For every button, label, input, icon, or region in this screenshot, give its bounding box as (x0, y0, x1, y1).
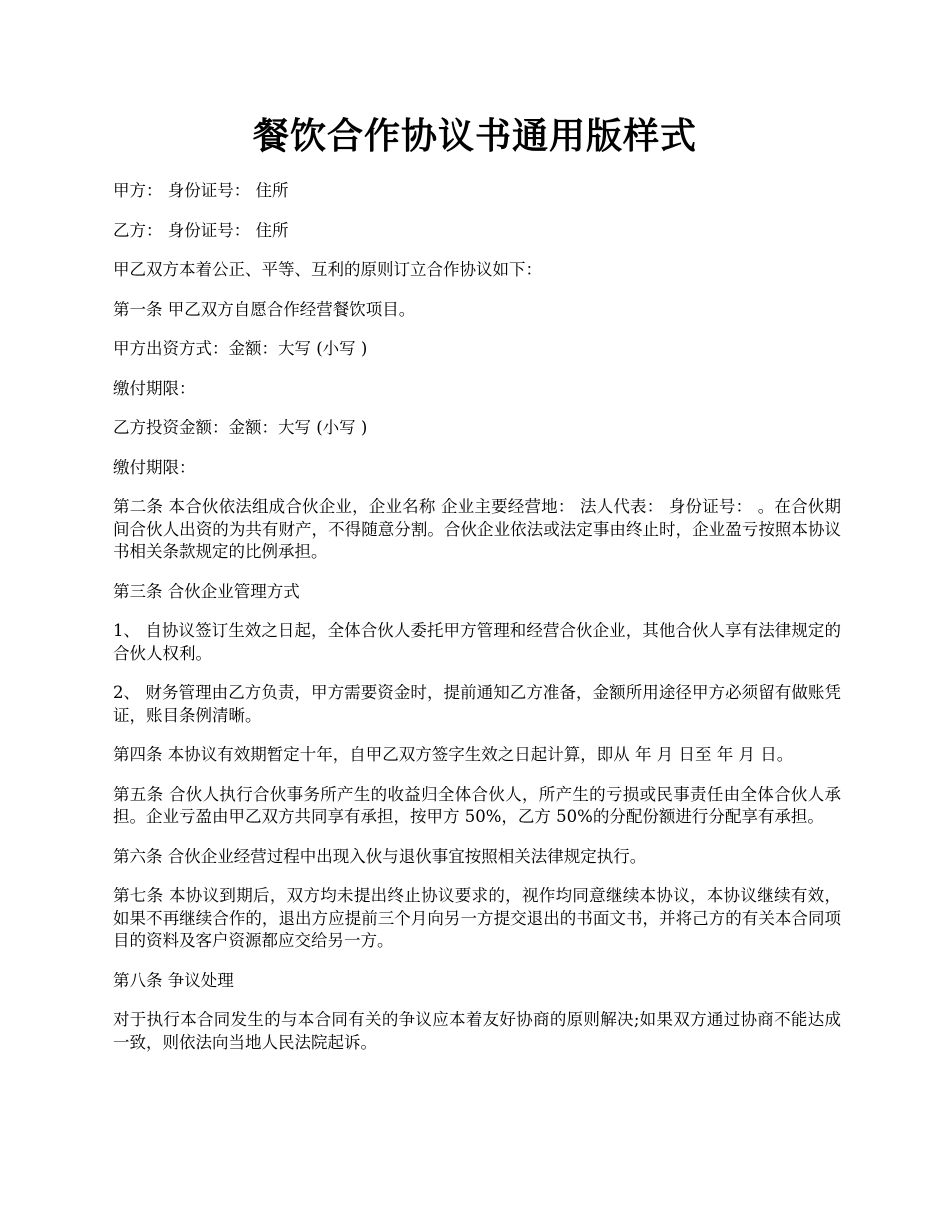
party-b-investment: 乙方投资金额：金额：大写 (小写 ) (113, 418, 368, 437)
party-a-contribution: 甲方出资方式：金额：大写 (小写 ) (113, 339, 368, 358)
article-2: 第二条 本合伙依法组成合伙企业，企业名称 企业主要经营地： 法人代表： 身份证号： 。在合伙期间合伙人出资的为共有财产，不得随意分割。合伙企业依法或法定事由终止时，企业盈亏按照本协议书相关条款规定的比例承担。 (113, 497, 841, 561)
preamble: 甲乙双方本着公正、平等、互利的原则订立合作协议如下： (113, 260, 542, 279)
article-3-heading: 第三条 合伙企业管理方式 (113, 581, 300, 601)
article-6: 第六条 合伙企业经营过程中出现入伙与退伙事宜按照相关法律规定执行。 (113, 846, 647, 866)
document-title: 餐饮合作协议书通用版样式 (252, 115, 697, 157)
party-b-payment-deadline: 缴付期限： (113, 457, 196, 477)
article-8-body: 对于执行本合同发生的与本合同有关的争议应本着友好协商的原则解决;如果双方通过协商不能达成一致，则依法向当地人民法院起诉。 (113, 1010, 841, 1052)
article-3-item-2: 2、 财务管理由乙方负责，甲方需要资金时，提前通知乙方准备，金额所用途径甲方必须留有做账凭证，账目条例清晰。 (113, 683, 841, 725)
article-5: 第五条 合伙人执行合伙事务所产生的收益归全体合伙人，所产生的亏损或民事责任由全体合伙人承担。企业亏盈由甲乙双方共同享有承担，按甲方 50%，乙方 50%的分配份额进行分配享有承担。 (113, 784, 841, 826)
document-body (113, 180, 841, 1071)
article-8-heading: 第八条 争议处理 (113, 970, 234, 990)
party-a-line: 甲方： 身份证号： 住所 (113, 181, 289, 200)
article-7: 第七条 本协议到期后，双方均未提出终止协议要求的，视作均同意继续本协议，本协议继续有效，如果不再继续合作的，退出方应提前三个月向另一方提交退出的书面文书，并将己方的有关本合同项目的资料及客户资源都应交给另一方。 (113, 886, 841, 950)
party-b-line: 乙方： 身份证号： 住所 (113, 220, 289, 240)
article-3-item-1: 1、 自协议签订生效之日起，全体合伙人委托甲方管理和经营合伙企业，其他合伙人享有法律规定的合伙人权利。 (113, 621, 841, 663)
article-1: 第一条 甲乙双方自愿合作经营餐饮项目。 (113, 299, 416, 319)
party-a-payment-deadline: 缴付期限： (113, 378, 196, 398)
article-4: 第四条 本协议有效期暂定十年，自甲乙双方签字生效之日起计算，即从 年 月 日至 年 月 日。 (113, 745, 794, 764)
